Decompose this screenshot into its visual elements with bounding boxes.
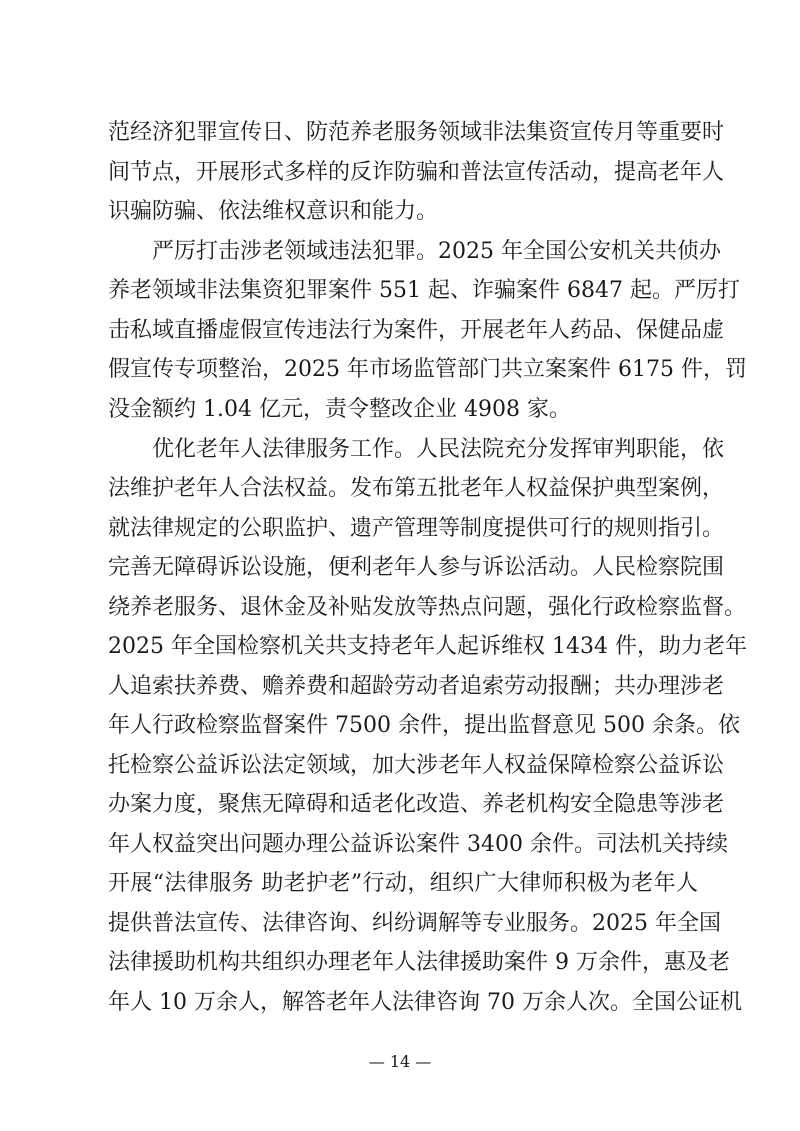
page-number: — 14 — bbox=[368, 1052, 432, 1071]
text-line-9: 优化老年人法律服务工作。人民法院充分发挥审判职能，依 bbox=[108, 437, 725, 462]
text-line-23: 年人 10 万余人，解答老年人法律咨询 70 万余人次。全国公证机 bbox=[108, 990, 742, 1015]
text-line-12: 完善无障碍诉讼设施，便利老年人参与诉讼活动。人民检察院围 bbox=[108, 555, 725, 580]
text-line-21: 提供普法宣传、法律咨询、纠纷调解等专业服务。2025 年全国 bbox=[108, 911, 721, 936]
text-line-8: 没金额约 1.04 亿元，责令整改企业 4908 家。 bbox=[108, 397, 571, 422]
text-line-20: 开展“法律服务 助老护老”行动，组织广大律师积极为老年人 bbox=[108, 871, 698, 896]
text-line-11: 就法律规定的公职监护、遗产管理等制度提供可行的规则指引。 bbox=[108, 516, 725, 541]
text-line-3: 识骗防骗、依法维权意识和能力。 bbox=[108, 199, 439, 224]
text-line-19: 年人权益突出问题办理公益诉讼案件 3400 余件。司法机关持续 bbox=[108, 832, 728, 857]
text-line-18: 办案力度，聚焦无障碍和适老化改造、养老机构安全隐患等涉老 bbox=[108, 792, 725, 817]
text-line-15: 人追索扶养费、赡养费和超龄劳动者追索劳动报酬；共办理涉老 bbox=[108, 674, 725, 699]
text-line-1: 范经济犯罪宣传日、防范养老服务领域非法集资宣传月等重要时 bbox=[108, 120, 725, 145]
text-line-13: 绕养老服务、退休金及补贴发放等热点问题，强化行政检察监督。 bbox=[108, 595, 747, 620]
text-line-14: 2025 年全国检察机关共支持老年人起诉维权 1434 件，助力老年 bbox=[108, 634, 747, 659]
text-line-6: 击私域直播虚假宣传违法行为案件，开展老年人药品、保健品虚 bbox=[108, 318, 725, 343]
text-line-16: 年人行政检察监督案件 7500 余件，提出监督意见 500 余条。依 bbox=[108, 713, 740, 738]
text-line-5: 养老领域非法集资犯罪案件 551 起、诈骗案件 6847 起。严厉打 bbox=[108, 278, 740, 303]
text-line-22: 法律援助机构共组织办理老年人法律援助案件 9 万余件，惠及老 bbox=[108, 950, 730, 975]
text-line-2: 间节点，开展形式多样的反诈防骗和普法宣传活动，提高老年人 bbox=[108, 160, 725, 185]
text-line-10: 法维护老年人合法权益。发布第五批老年人权益保护典型案例， bbox=[108, 476, 725, 501]
text-line-4: 严厉打击涉老领域违法犯罪。2025 年全国公安机关共侦办 bbox=[108, 239, 721, 264]
text-line-17: 托检察公益诉讼法定领域，加大涉老年人权益保障检察公益诉讼 bbox=[108, 753, 725, 778]
text-line-7: 假宣传专项整治，2025 年市场监管部门共立案案件 6175 件，罚 bbox=[108, 357, 747, 382]
